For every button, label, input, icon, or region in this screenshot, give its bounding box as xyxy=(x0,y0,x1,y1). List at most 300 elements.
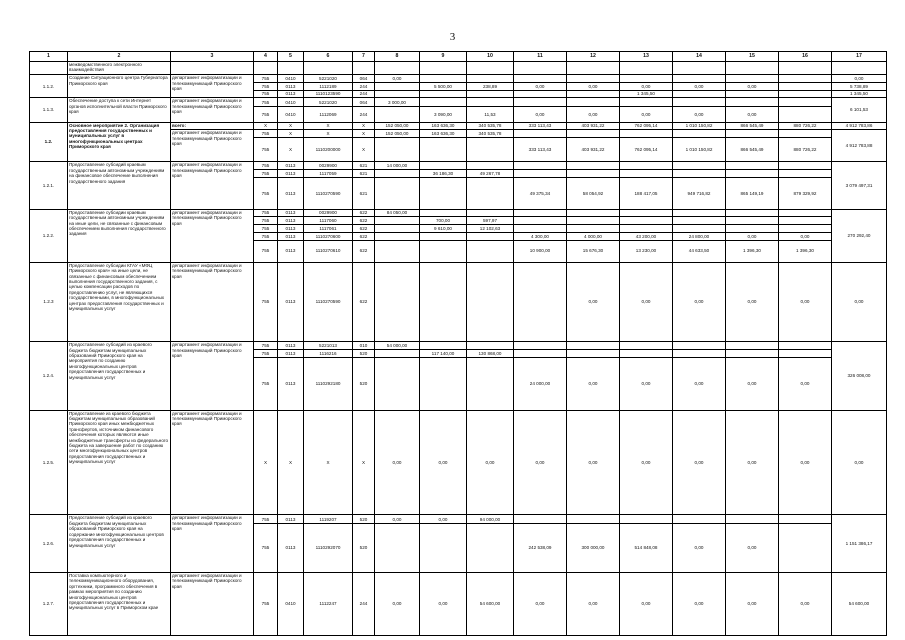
row-number: 1.2.7. xyxy=(30,572,68,635)
value-cell: 520 xyxy=(353,349,375,357)
executor-cell: департамент информатизации и телекоммуникаций Приморского края xyxy=(171,209,254,262)
table-row xyxy=(30,61,887,74)
value-cell xyxy=(673,75,726,83)
row-description: Создание Ситуационного центра Губернатора Приморского края xyxy=(68,75,171,98)
value-cell: 0,00 xyxy=(620,357,673,410)
value-cell xyxy=(726,130,779,138)
value-cell: 010 xyxy=(353,342,375,350)
header-cell: 11 xyxy=(514,52,567,62)
value-cell: 15 676,30 xyxy=(567,240,620,262)
value-cell: 238,89 xyxy=(467,82,514,90)
value-cell: 755 xyxy=(254,240,278,262)
row-number: 1.2.3 xyxy=(30,262,68,341)
value-cell: 0113 xyxy=(278,170,304,178)
header-cell: 3 xyxy=(171,52,254,62)
value-cell: 0,00 xyxy=(673,410,726,515)
value-cell xyxy=(779,209,832,217)
value-cell: 755 xyxy=(254,107,278,122)
value-cell xyxy=(514,98,567,107)
value-cell xyxy=(567,515,620,524)
value-cell xyxy=(779,170,832,178)
value-cell xyxy=(353,61,375,74)
value-cell: 0,00 xyxy=(726,232,779,240)
value-cell: 36 186,30 xyxy=(420,170,467,178)
header-cell: 5 xyxy=(278,52,304,62)
row-number: 1.2.5. xyxy=(30,410,68,515)
value-cell xyxy=(467,342,514,350)
row-description: Предоставление субсидий краевым государственным автономным учреждениям на финансовое обеспечение выполнения государственного задания xyxy=(68,162,171,209)
value-cell: 0,00 xyxy=(673,524,726,573)
value-cell: 755 xyxy=(254,515,278,524)
value-cell: 762 095,14 xyxy=(620,122,673,130)
header-cell: 7 xyxy=(353,52,375,62)
row-description: Предоставление из краевого бюджета бюджетам муниципальных образований Приморского края иных межбюджетных трансфертов, источником финансового обеспечения которых являются иные межбюджетные трансферты из федерального бюджета на завершение работ по созданию сети многофункциональных центров предоставления государственных и муниципальных услуг xyxy=(68,410,171,515)
value-cell: 0,00 xyxy=(375,515,420,524)
value-cell xyxy=(420,90,467,98)
value-cell xyxy=(467,524,514,573)
value-cell: 1 345,50 xyxy=(620,90,673,98)
value-cell: 0,00 xyxy=(375,410,420,515)
executor-cell: департамент информатизации и телекоммуникаций Приморского края xyxy=(171,162,254,209)
value-cell xyxy=(514,515,567,524)
value-cell xyxy=(254,61,278,74)
value-cell: 520 xyxy=(353,357,375,410)
value-cell: X xyxy=(353,122,375,130)
value-cell xyxy=(620,209,673,217)
value-cell: 755 xyxy=(254,170,278,178)
row-description: межведомственного электронного взаимодействия xyxy=(68,61,171,74)
value-cell xyxy=(673,209,726,217)
value-cell xyxy=(467,357,514,410)
value-cell: 1110123590 xyxy=(304,90,353,98)
value-cell xyxy=(673,130,726,138)
value-cell: 0,00 xyxy=(514,572,567,635)
value-cell: 0,00 xyxy=(514,107,567,122)
table-row xyxy=(30,122,887,130)
row-description: Предоставление субсидий из краевого бюджета бюджетам муниципальных образований Приморского края на мероприятия по созданию многофункциональных центров предоставления государственных и муниципальных услуг xyxy=(68,342,171,410)
value-cell: 340 535,78 xyxy=(467,130,514,138)
value-cell xyxy=(673,515,726,524)
value-cell: 866 545,49 xyxy=(726,138,779,162)
executor-cell: департамент информатизации и телекоммуникаций Приморского края xyxy=(171,410,254,515)
value-cell xyxy=(514,349,567,357)
row-description: Предоставление субсидий из краевого бюджета бюджетам муниципальных образований Приморского края на содержание многофункциональных центров предоставления государственных и муниципальных услуг xyxy=(68,515,171,572)
value-cell xyxy=(779,524,832,573)
value-cell xyxy=(832,61,887,74)
value-cell: 1110292070 xyxy=(304,524,353,573)
row-number: 1.1.3. xyxy=(30,98,68,122)
value-cell xyxy=(514,162,567,170)
value-cell xyxy=(420,138,467,162)
value-cell xyxy=(514,262,567,341)
value-cell: 755 xyxy=(254,225,278,233)
value-cell xyxy=(673,98,726,107)
value-cell: 5221020 xyxy=(304,98,353,107)
value-cell xyxy=(673,217,726,225)
value-cell: 0,00 xyxy=(567,410,620,515)
value-cell xyxy=(375,177,420,209)
value-cell: 0113 xyxy=(278,357,304,410)
header-cell: 14 xyxy=(673,52,726,62)
value-cell: 621 xyxy=(353,162,375,170)
value-cell: 1110270590 xyxy=(304,177,353,209)
table-row xyxy=(30,515,887,524)
header-cell: 17 xyxy=(832,52,887,62)
value-cell xyxy=(420,209,467,217)
value-cell: 0113 xyxy=(278,349,304,357)
value-cell xyxy=(375,232,420,240)
value-cell: 755 xyxy=(254,138,278,162)
value-cell xyxy=(375,90,420,98)
value-cell xyxy=(567,75,620,83)
value-cell xyxy=(620,225,673,233)
value-cell xyxy=(726,225,779,233)
value-cell: 064 xyxy=(353,98,375,107)
value-cell xyxy=(620,515,673,524)
header-cell: 2 xyxy=(68,52,171,62)
value-cell xyxy=(467,90,514,98)
value-cell xyxy=(779,75,832,83)
table-row xyxy=(30,342,887,350)
value-cell: 403 931,22 xyxy=(567,138,620,162)
value-cell xyxy=(375,262,420,341)
value-cell xyxy=(375,524,420,573)
total-cell: 270 292,40 xyxy=(832,209,887,262)
value-cell: 0,00 xyxy=(779,572,832,635)
value-cell: 0,00 xyxy=(779,232,832,240)
value-cell xyxy=(726,515,779,524)
value-cell xyxy=(726,170,779,178)
row-description: Основное мероприятие 2. Организация предоставления государственных и муниципальных услуг в многофункциональных центрах Приморского края xyxy=(68,122,171,162)
value-cell xyxy=(278,61,304,74)
value-cell xyxy=(779,130,832,138)
value-cell: 1110270610 xyxy=(304,240,353,262)
value-cell: 130 868,00 xyxy=(467,349,514,357)
value-cell xyxy=(514,170,567,178)
page-number: 3 xyxy=(449,31,456,43)
value-cell: 0,00 xyxy=(726,107,779,122)
executor-cell: департамент информатизации и телекоммуникаций Приморского края xyxy=(171,342,254,410)
value-cell xyxy=(375,240,420,262)
value-cell: 1110270600 xyxy=(304,232,353,240)
value-cell: 0410 xyxy=(278,572,304,635)
value-cell: 866 545,49 xyxy=(726,122,779,130)
value-cell xyxy=(375,170,420,178)
header-cell: 1 xyxy=(30,52,68,62)
value-cell: 0,00 xyxy=(726,357,779,410)
value-cell xyxy=(420,98,467,107)
value-cell xyxy=(375,357,420,410)
value-cell: 0,00 xyxy=(567,572,620,635)
header-cell: 12 xyxy=(567,52,620,62)
header-cell: 15 xyxy=(726,52,779,62)
value-cell: 0,00 xyxy=(420,572,467,635)
value-cell: 0,00 xyxy=(832,262,887,341)
value-cell xyxy=(620,61,673,74)
value-cell: 244 xyxy=(353,572,375,635)
value-cell xyxy=(726,162,779,170)
value-cell xyxy=(567,130,620,138)
value-cell xyxy=(567,162,620,170)
value-cell: 879 329,92 xyxy=(779,177,832,209)
value-cell xyxy=(514,130,567,138)
value-cell xyxy=(779,225,832,233)
value-cell: 0,00 xyxy=(567,107,620,122)
value-cell: 333 113,43 xyxy=(514,122,567,130)
value-cell: 755 xyxy=(254,177,278,209)
value-cell: 0113 xyxy=(278,82,304,90)
value-cell: 163 636,30 xyxy=(420,130,467,138)
value-cell: 755 xyxy=(254,524,278,573)
value-cell xyxy=(420,357,467,410)
value-cell: X xyxy=(278,130,304,138)
value-cell: 1112069 xyxy=(304,107,353,122)
value-cell: 0,00 xyxy=(620,572,673,635)
value-cell: X xyxy=(353,410,375,515)
value-cell: 0,00 xyxy=(726,524,779,573)
value-cell xyxy=(673,162,726,170)
value-cell: 84 050,00 xyxy=(375,209,420,217)
value-cell xyxy=(779,90,832,98)
value-cell: 0029900 xyxy=(304,162,353,170)
row-number: 1.2.1. xyxy=(30,162,68,209)
value-cell: 0029900 xyxy=(304,209,353,217)
value-cell: 1 345,50 xyxy=(832,90,887,98)
value-cell: X xyxy=(353,138,375,162)
value-cell xyxy=(467,262,514,341)
value-cell xyxy=(514,209,567,217)
value-cell: 0113 xyxy=(278,342,304,350)
value-cell: 755 xyxy=(254,217,278,225)
value-cell xyxy=(567,98,620,107)
value-cell: 0,00 xyxy=(620,82,673,90)
row-number: 1.1.2. xyxy=(30,75,68,98)
value-cell xyxy=(726,209,779,217)
value-cell: 0,00 xyxy=(567,82,620,90)
value-cell: 0410 xyxy=(278,98,304,107)
value-cell xyxy=(420,262,467,341)
value-cell xyxy=(514,90,567,98)
value-cell: 1 396,30 xyxy=(779,240,832,262)
value-cell xyxy=(726,342,779,350)
value-cell: 1 010 150,82 xyxy=(673,138,726,162)
value-cell xyxy=(567,217,620,225)
value-cell xyxy=(726,217,779,225)
value-cell xyxy=(375,138,420,162)
value-cell: 0,00 xyxy=(779,410,832,515)
value-cell: 5 738,89 xyxy=(832,82,887,90)
value-cell xyxy=(567,170,620,178)
value-cell xyxy=(514,75,567,83)
header-cell: 4 xyxy=(254,52,278,62)
value-cell: 117 140,00 xyxy=(420,349,467,357)
table-row xyxy=(30,410,887,515)
value-cell xyxy=(673,225,726,233)
value-cell xyxy=(420,232,467,240)
value-cell: 0410 xyxy=(278,107,304,122)
value-cell xyxy=(467,98,514,107)
value-cell xyxy=(779,342,832,350)
executor-cell: департамент информатизации и телекоммуникаций Приморского края xyxy=(171,98,254,122)
value-cell xyxy=(779,217,832,225)
value-cell: 880 726,22 xyxy=(779,122,832,130)
value-cell: 520 xyxy=(353,524,375,573)
value-cell: 1110292180 xyxy=(304,357,353,410)
value-cell: X xyxy=(254,122,278,130)
executor-cell: департамент информатизации и телекоммуникаций Приморского края xyxy=(171,515,254,572)
value-cell: 0113 xyxy=(278,209,304,217)
value-cell: 0,00 xyxy=(673,82,726,90)
row-number: 1.2.4. xyxy=(30,342,68,410)
value-cell: 5221020 xyxy=(304,75,353,83)
value-cell: 1116216 xyxy=(304,349,353,357)
value-cell xyxy=(514,217,567,225)
value-cell xyxy=(567,209,620,217)
value-cell xyxy=(304,61,353,74)
value-cell: 54 600,00 xyxy=(832,572,887,635)
value-cell xyxy=(673,90,726,98)
value-cell xyxy=(375,107,420,122)
value-cell: 300 000,00 xyxy=(567,524,620,573)
value-cell: 0113 xyxy=(278,524,304,573)
value-cell xyxy=(673,342,726,350)
value-cell: 755 xyxy=(254,75,278,83)
value-cell xyxy=(567,61,620,74)
value-cell: 949 716,82 xyxy=(673,177,726,209)
value-cell: X xyxy=(353,130,375,138)
value-cell: 244 xyxy=(353,82,375,90)
executor-cell: всего: xyxy=(171,122,254,130)
value-cell: 0,00 xyxy=(467,410,514,515)
value-cell xyxy=(567,349,620,357)
value-cell: X xyxy=(304,130,353,138)
header-cell: 6 xyxy=(304,52,353,62)
header-row xyxy=(30,52,887,62)
value-cell xyxy=(514,61,567,74)
row-description: Предоставление субсидии КГАУ «МФЦ Приморского края» на иные цели, не связанные с финансовым обеспечением выполнения государственного задания, с целью компенсации расходов по предоставлению услуг, не являющихся государственными, в многофункциональных центрах предоставления государственных и муниципальных услуг xyxy=(68,262,171,341)
value-cell: 1119207 xyxy=(304,515,353,524)
value-cell: 622 xyxy=(353,240,375,262)
value-cell xyxy=(375,61,420,74)
value-cell: 755 xyxy=(254,262,278,341)
value-cell: 0,00 xyxy=(514,82,567,90)
value-cell: 3 090,00 xyxy=(420,107,467,122)
value-cell xyxy=(673,61,726,74)
value-cell: 242 538,09 xyxy=(514,524,567,573)
value-cell: 0113 xyxy=(278,225,304,233)
value-cell xyxy=(567,342,620,350)
value-cell xyxy=(726,75,779,83)
value-cell: 4 000,00 xyxy=(567,232,620,240)
value-cell: 520 xyxy=(353,515,375,524)
value-cell: 622 xyxy=(353,232,375,240)
value-cell xyxy=(467,232,514,240)
value-cell: 755 xyxy=(254,357,278,410)
row-number: 1.2. xyxy=(30,122,68,162)
value-cell: 13 230,00 xyxy=(620,240,673,262)
value-cell: 0,00 xyxy=(620,262,673,341)
value-cell: 0113 xyxy=(278,90,304,98)
budget-table xyxy=(29,51,887,636)
value-cell xyxy=(467,75,514,83)
value-cell xyxy=(567,225,620,233)
value-cell: 064 xyxy=(353,75,375,83)
executor-cell: департамент информатизации и телекоммуникаций Приморского края xyxy=(171,572,254,635)
value-cell: 0410 xyxy=(278,75,304,83)
value-cell: 49 375,34 xyxy=(514,177,567,209)
value-cell xyxy=(620,162,673,170)
value-cell: 0,00 xyxy=(726,262,779,341)
value-cell: 755 xyxy=(254,98,278,107)
value-cell xyxy=(420,342,467,350)
value-cell: 1117059 xyxy=(304,170,353,178)
value-cell: 621 xyxy=(353,177,375,209)
total-cell: 4 912 783,88 xyxy=(832,130,887,162)
executor-cell: департамент информатизации и телекоммуникаций Приморского края xyxy=(171,75,254,98)
table-row xyxy=(30,75,887,83)
value-cell: 755 xyxy=(254,130,278,138)
value-cell: 244 xyxy=(353,107,375,122)
value-cell: 49 267,78 xyxy=(467,170,514,178)
value-cell: 5221013 xyxy=(304,342,353,350)
value-cell: 755 xyxy=(254,572,278,635)
value-cell: 755 xyxy=(254,342,278,350)
value-cell: 0,00 xyxy=(375,75,420,83)
value-cell xyxy=(514,342,567,350)
row-number: 1.2.2. xyxy=(30,209,68,262)
value-cell xyxy=(779,98,832,107)
value-cell: 0,00 xyxy=(514,410,567,515)
value-cell: 24 800,00 xyxy=(673,232,726,240)
value-cell xyxy=(467,177,514,209)
value-cell: 755 xyxy=(254,90,278,98)
value-cell: 0,00 xyxy=(779,262,832,341)
row-description: Поставка компьютерного и телекоммуникационного оборудования, оргтехники, программного обеспечения в рамках мероприятия по созданию многофункциональных центров предоставления государственных и муниципальных услуг в Приморском крае xyxy=(68,572,171,635)
value-cell: 755 xyxy=(254,349,278,357)
value-cell: 44 633,50 xyxy=(673,240,726,262)
value-cell xyxy=(467,61,514,74)
value-cell xyxy=(620,342,673,350)
value-cell: 1110200000 xyxy=(304,138,353,162)
value-cell: 0,00 xyxy=(832,410,887,515)
value-cell xyxy=(779,162,832,170)
value-cell: 0,00 xyxy=(673,357,726,410)
value-cell: 0,00 xyxy=(726,410,779,515)
header-cell: 8 xyxy=(375,52,420,62)
value-cell xyxy=(467,240,514,262)
value-cell xyxy=(567,90,620,98)
value-cell: 755 xyxy=(254,209,278,217)
row-description: Обеспечение доступа к сети Интернет органов исполнительной власти Приморского края xyxy=(68,98,171,122)
value-cell xyxy=(420,240,467,262)
value-cell xyxy=(726,90,779,98)
value-cell: 514 848,08 xyxy=(620,524,673,573)
value-cell: 11,53 xyxy=(467,107,514,122)
value-cell xyxy=(620,217,673,225)
value-cell xyxy=(420,162,467,170)
value-cell xyxy=(726,349,779,357)
value-cell xyxy=(620,75,673,83)
total-cell: 326 008,00 xyxy=(832,342,887,410)
value-cell: 54 600,00 xyxy=(467,572,514,635)
value-cell: 622 xyxy=(353,217,375,225)
value-cell: 152 050,00 xyxy=(375,122,420,130)
total-cell: 1 151 386,17 xyxy=(832,515,887,572)
value-cell: 0113 xyxy=(278,262,304,341)
value-cell: 0113 xyxy=(278,177,304,209)
value-cell: 0113 xyxy=(278,232,304,240)
value-cell: 0,00 xyxy=(726,82,779,90)
